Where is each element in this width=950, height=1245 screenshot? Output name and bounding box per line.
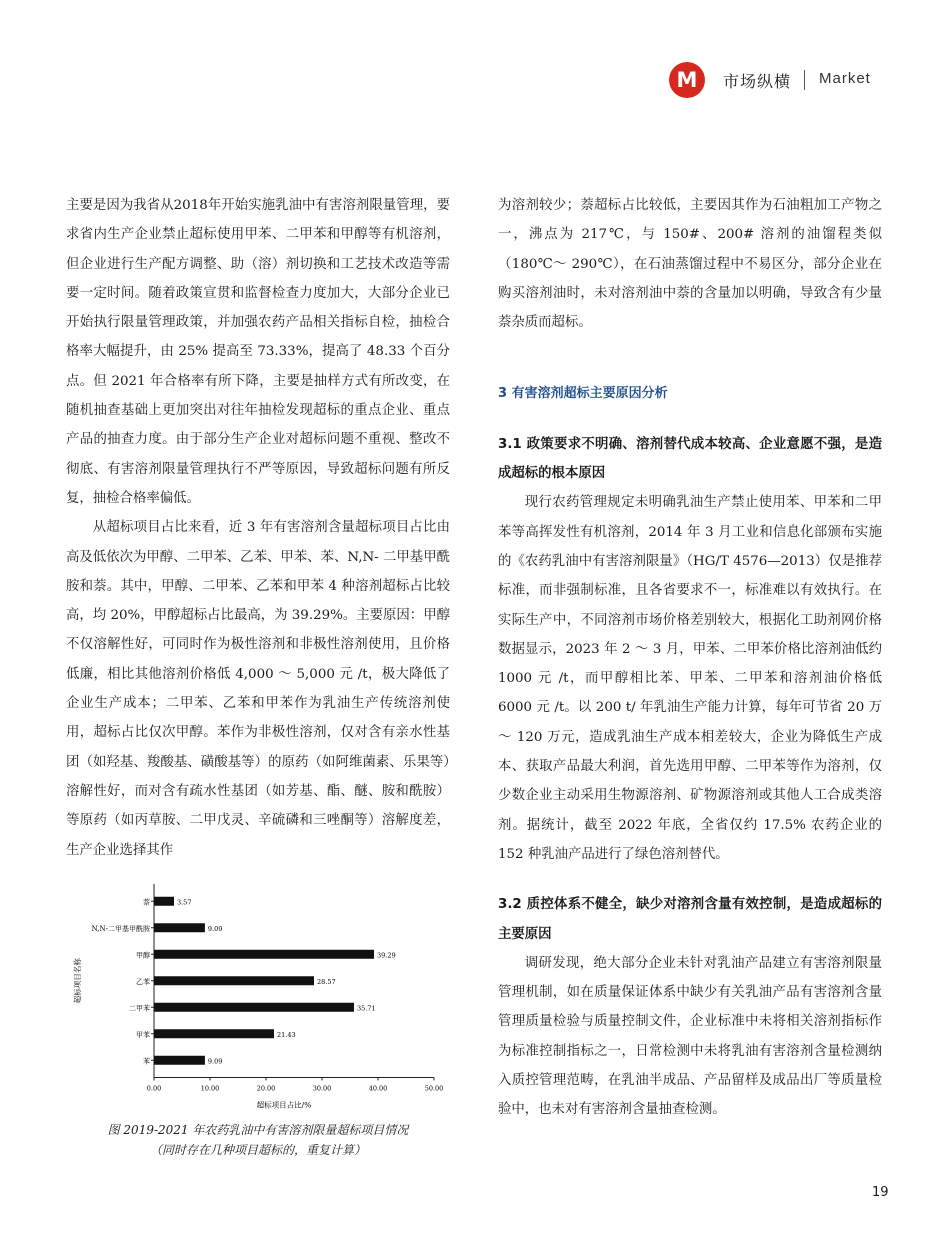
- data-label: 21.43: [277, 1030, 296, 1039]
- bar: [154, 897, 174, 906]
- left-column: [66, 191, 450, 865]
- chart-svg: [66, 880, 450, 1110]
- x-tick-label: 50.00: [424, 1084, 444, 1093]
- right-column: [498, 191, 882, 1125]
- x-tick-label: 0.00: [146, 1084, 162, 1093]
- subsection-heading: 3.1 政策要求不明确、溶剂替代成本较高、企业意愿不强，是造成超标的根本原因: [498, 436, 882, 482]
- data-label: 9.09: [207, 924, 223, 933]
- y-axis-label: 超标项目名称: [73, 958, 82, 1004]
- category-label: 乙苯: [136, 977, 150, 986]
- data-label: 9.09: [207, 1057, 223, 1066]
- header-divider: [804, 70, 805, 90]
- bar: [154, 923, 205, 932]
- bar: [154, 1003, 354, 1012]
- section-title-en: Market: [819, 70, 871, 87]
- paragraph: 调研发现，绝大部分企业未针对乳油产品建立有害溶剂限量管理机制，如在质量保证体系中缺少有关乳油产品有害溶剂含量管理质量检验与质量控制文件，企业标准中未将相关溶剂指标作为标准控制指标之一，日常检测中未将乳油有害溶剂含量检测纳入质控管理范畴，在乳油半成品、产品留样及成品出厂等质量检验中，也未对有害溶剂含量抽查检测。: [498, 955, 882, 1118]
- paragraph: 现行农药管理规定未明确乳油生产禁止使用苯、甲苯和二甲苯等高挥发性有机溶剂，2014 年 3 月工业和信息化部颁布实施的《农药乳油中有害溶剂限量》（HG/T 4576—2013）仅是推荐标准，而非强制标准，且各省要求不一，标准难以有效执行。在实际生产中，不同溶剂市场价格差别较大，根据化工助剂网价格数据显示，2023 年 2 ～ 3 月，甲苯、二甲苯价格比溶剂油低约 1000 元 /t，而甲醇相比苯、甲苯、二甲苯和溶剂油价格低 6000 元 /t。以 200 t/ 年乳油生产能力计算，每年可节省 20 万～ 120 万元，造成乳油生产成本相差较大，企业为降低生产成本、获取产品最大利润，首先选用甲醇、二甲苯等作为溶剂，仅少数企业主动采用生物源溶剂、矿物源溶剂或其他人工合成类溶剂。据统计，截至 2022 年底，全省仅约 17.5% 农药企业的 152 种乳油产品进行了绿色溶剂替代。: [498, 495, 882, 862]
- category-label: 甲苯: [136, 1030, 150, 1039]
- section-heading: 3 有害溶剂超标主要原因分析: [498, 386, 668, 402]
- figure-caption-line1: 图 2019-2021 年农药乳油中有害溶剂限量超标项目情况: [107, 1123, 409, 1137]
- section-title: 市场纵横: [723, 72, 792, 91]
- bar: [154, 1056, 205, 1065]
- bar: [154, 950, 374, 959]
- bar-chart: [66, 880, 450, 1110]
- category-label: 苯: [143, 1057, 150, 1066]
- x-tick-label: 30.00: [312, 1084, 332, 1093]
- category-label: N,N-二甲基甲酰胺: [91, 924, 150, 933]
- paragraph: 主要是因为我省从2018年开始实施乳油中有害溶剂限量管理，要求省内生产企业禁止超标使用甲苯、二甲苯和甲醇等有机溶剂，但企业进行生产配方调整、助（溶）剂切换和工艺技术改造等需要一定时间。随着政策宣贯和监督检查力度加大，大部分企业已开始执行限量管理政策，并加强农药产品相关指标自检，抽检合格率大幅提升，由 25% 提高至 73.33%，提高了 48.33 个百分点。但 2021 年合格率有所下降，主要是抽样方式有所改变，在随机抽查基础上更加突出对往年抽检发现超标的重点企业、重点产品的抽查力度。由于部分生产企业对超标问题不重视、整改不彻底、有害溶剂限量管理执行不严等原因，导致超标问题有所反复，抽检合格率偏低。: [66, 198, 450, 506]
- magazine-logo-icon: M: [669, 62, 705, 98]
- data-label: 39.29: [377, 951, 396, 960]
- paragraph: 为溶剂较少；萘超标占比较低，主要因其作为石油粗加工产物之一，沸点为 217℃，与 150#、200# 溶剂的油馏程类似（180℃～ 290℃），在石油蒸馏过程中不易区分，部分企业在购买溶剂油时，未对溶剂油中萘的含量加以明确，导致含有少量萘杂质而超标。: [498, 198, 882, 331]
- x-tick-label: 40.00: [368, 1084, 388, 1093]
- data-label: 35.71: [356, 1004, 376, 1013]
- x-tick-label: 10.00: [200, 1084, 220, 1093]
- category-label: 二甲苯: [129, 1004, 150, 1013]
- data-label: 28.57: [316, 977, 336, 986]
- category-label: 萘: [143, 898, 150, 907]
- figure-caption: [66, 1120, 450, 1160]
- x-tick-label: 20.00: [256, 1084, 276, 1093]
- bar: [154, 976, 314, 985]
- figure-caption-line2: （同时存在几种项目超标的，重复计算）: [149, 1143, 366, 1157]
- subsection-heading: 3.2 质控体系不健全，缺少对溶剂含量有效控制，是造成超标的主要原因: [498, 897, 882, 942]
- page-number: 19: [872, 1185, 889, 1200]
- category-label: 甲醇: [136, 951, 150, 960]
- x-axis-label: 超标项目占比/%: [256, 1100, 312, 1110]
- paragraph: 从超标项目占比来看，近 3 年有害溶剂含量超标项目占比由高及低依次为甲醇、二甲苯、乙苯、甲苯、苯、N,N- 二甲基甲酰胺和萘。其中，甲醇、二甲苯、乙苯和甲苯 4 种溶剂超标占比较高，均 20%，甲醇超标占比最高，为 39.29%。主要原因：甲醇不仅溶解性好，可同时作为极性溶剂和非极性溶剂使用，且价格低廉，相比其他溶剂价格低 4,000 ～ 5,000 元 /t，极大降低了企业生产成本；二甲苯、乙苯和甲苯作为乳油生产传统溶剂使用，超标占比仅次甲醇。苯作为非极性溶剂，仅对含有亲水性基团（如羟基、羧酸基、磺酸基等）的原药（如阿维菌素、乐果等）溶解性好，而对含有疏水性基团（如芳基、酯、醚、胺和酰胺）等原药（如丙草胺、二甲戊灵、辛硫磷和三唑酮等）溶解度差，生产企业选择其作: [66, 520, 450, 858]
- data-label: 3.57: [176, 898, 192, 907]
- bar: [154, 1029, 274, 1038]
